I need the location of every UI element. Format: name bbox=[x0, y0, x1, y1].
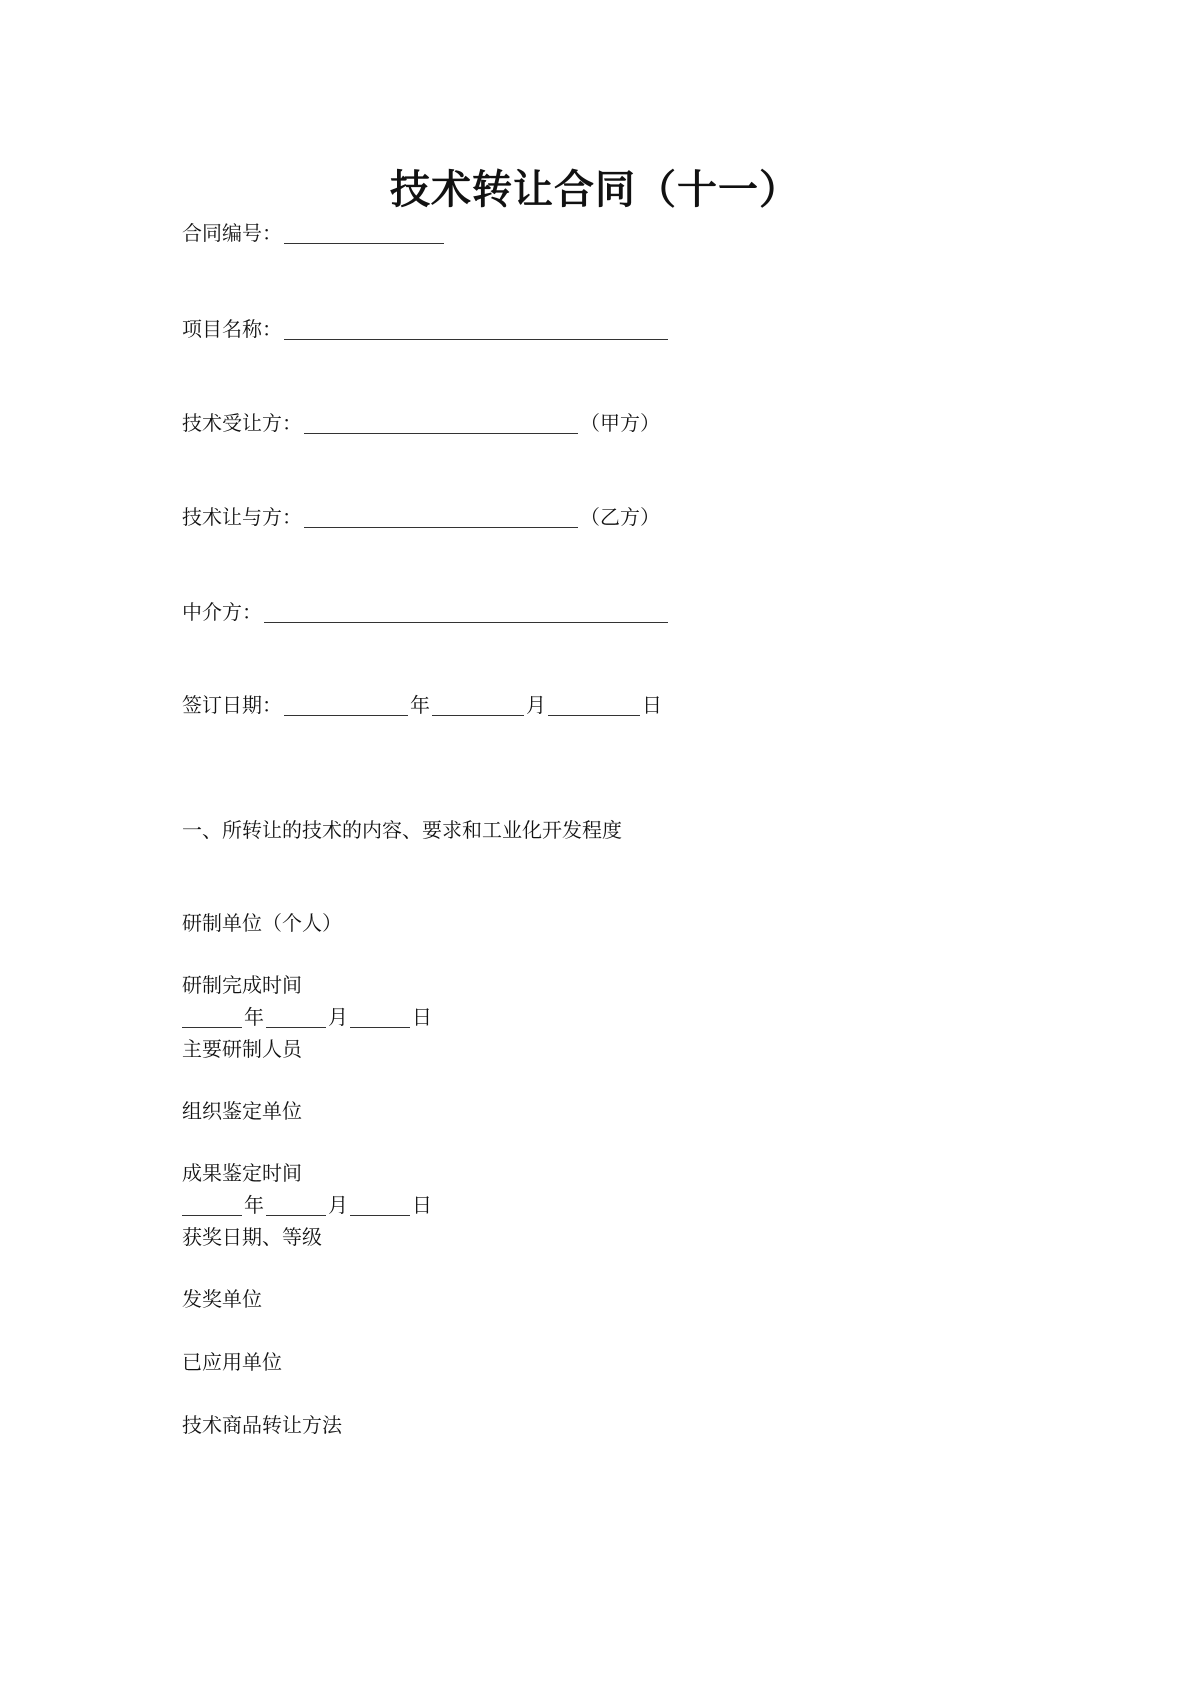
assignee-row bbox=[182, 408, 660, 438]
day-label: 日 bbox=[642, 693, 662, 717]
appraisal-time-label: 成果鉴定时间 bbox=[182, 1161, 302, 1185]
assignor-field[interactable] bbox=[304, 503, 578, 528]
contract-no-field[interactable] bbox=[284, 219, 444, 244]
intermediary-label: 中介方： bbox=[182, 600, 262, 624]
completion-month-field[interactable] bbox=[266, 1003, 326, 1028]
appraisal-month-field[interactable] bbox=[266, 1191, 326, 1216]
applied-units-label: 已应用单位 bbox=[182, 1350, 282, 1374]
assignee-suffix: （甲方） bbox=[580, 411, 660, 435]
intermediary-field[interactable] bbox=[264, 598, 668, 623]
project-name-label: 项目名称： bbox=[182, 317, 282, 341]
sign-day-field[interactable] bbox=[548, 691, 640, 716]
assignee-field[interactable] bbox=[304, 409, 578, 434]
appraisal-year-field[interactable] bbox=[182, 1191, 242, 1216]
assignor-suffix: （乙方） bbox=[580, 505, 660, 529]
sign-year-field[interactable] bbox=[284, 691, 408, 716]
day-label: 日 bbox=[412, 1193, 432, 1217]
completion-date-row bbox=[182, 1002, 432, 1032]
sign-date-row bbox=[182, 690, 662, 720]
contract-no-row bbox=[182, 218, 446, 248]
contract-no-label: 合同编号： bbox=[182, 221, 282, 245]
section-1-heading: 一、所转让的技术的内容、要求和工业化开发程度 bbox=[182, 818, 622, 842]
appraisal-org-label: 组织鉴定单位 bbox=[182, 1099, 302, 1123]
assignor-label: 技术让与方： bbox=[182, 505, 302, 529]
year-label: 年 bbox=[244, 1005, 264, 1029]
award-date-level-label: 获奖日期、等级 bbox=[182, 1225, 322, 1249]
month-label: 月 bbox=[328, 1005, 348, 1029]
document-title: 技术转让合同（十一） bbox=[390, 167, 800, 213]
project-name-row bbox=[182, 314, 670, 344]
month-label: 月 bbox=[328, 1193, 348, 1217]
assignor-row bbox=[182, 502, 660, 532]
assignee-label: 技术受让方： bbox=[182, 411, 302, 435]
completion-day-field[interactable] bbox=[350, 1003, 410, 1028]
main-developers-label: 主要研制人员 bbox=[182, 1037, 302, 1061]
sign-date-label: 签订日期： bbox=[182, 693, 282, 717]
year-label: 年 bbox=[244, 1193, 264, 1217]
transfer-method-label: 技术商品转让方法 bbox=[182, 1413, 342, 1437]
developer-label: 研制单位（个人） bbox=[182, 911, 342, 935]
appraisal-date-row bbox=[182, 1190, 432, 1220]
month-label: 月 bbox=[526, 693, 546, 717]
year-label: 年 bbox=[410, 693, 430, 717]
intermediary-row bbox=[182, 597, 670, 627]
sign-month-field[interactable] bbox=[432, 691, 524, 716]
project-name-field[interactable] bbox=[284, 315, 668, 340]
appraisal-day-field[interactable] bbox=[350, 1191, 410, 1216]
day-label: 日 bbox=[412, 1005, 432, 1029]
completion-time-label: 研制完成时间 bbox=[182, 973, 302, 997]
completion-year-field[interactable] bbox=[182, 1003, 242, 1028]
award-org-label: 发奖单位 bbox=[182, 1287, 262, 1311]
